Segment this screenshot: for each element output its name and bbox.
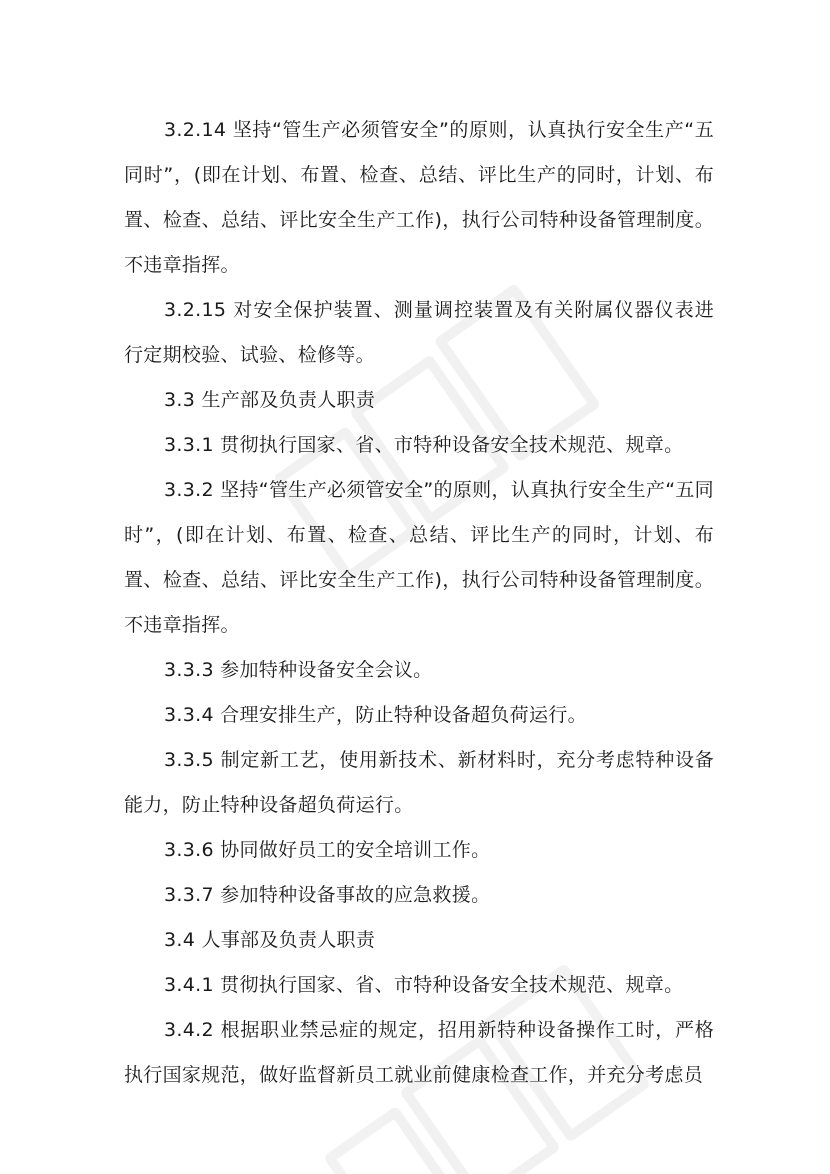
section-heading-3-4: 3.4 人事部及负责人职责 (164, 929, 376, 951)
clause-3-3-5: 3.3.5 制定新工艺，使用新技术、新材料时，充分考虑特种设备能力，防止特种设备超负荷运行。 (124, 749, 714, 816)
section-heading-3-3: 3.3 生产部及负责人职责 (164, 389, 376, 411)
clause-3-3-6: 3.3.6 协同做好员工的安全培训工作。 (164, 839, 491, 861)
document-body (124, 108, 714, 1098)
clause-3-2-14: 3.2.14 坚持“管生产必须管安全”的原则，认真执行安全生产“五同时”，(即在计划、布置、检查、总结、评比生产的同时，计划、布置、检查、总结、评比安全生产工作)，执行公司特种设备管理制度。不违章指挥。 (124, 119, 714, 276)
clause-3-3-3: 3.3.3 参加特种设备安全会议。 (164, 659, 433, 681)
clause-3-3-7: 3.3.7 参加特种设备事故的应急救援。 (164, 884, 491, 906)
clause-3-4-2: 3.4.2 根据职业禁忌症的规定，招用新特种设备操作工时，严格执行国家规范，做好监督新员工就业前健康检查工作，并充分考虑员 (124, 1019, 714, 1086)
clause-3-4-1: 3.4.1 贯彻执行国家、省、市特种设备安全技术规范、规章。 (164, 974, 684, 996)
clause-3-3-4: 3.3.4 合理安排生产，防止特种设备超负荷运行。 (164, 704, 587, 726)
clause-3-3-2: 3.3.2 坚持“管生产必须管安全”的原则，认真执行安全生产“五同时”，(即在计划、布置、检查、总结、评比生产的同时，计划、布置、检查、总结、评比安全生产工作)，执行公司特种设备管理制度。不违章指挥。 (124, 479, 714, 636)
clause-3-3-1: 3.3.1 贯彻执行国家、省、市特种设备安全技术规范、规章。 (164, 434, 684, 456)
clause-3-2-15: 3.2.15 对安全保护装置、测量调控装置及有关附属仪器仪表进行定期校验、试验、检修等。 (124, 299, 714, 366)
